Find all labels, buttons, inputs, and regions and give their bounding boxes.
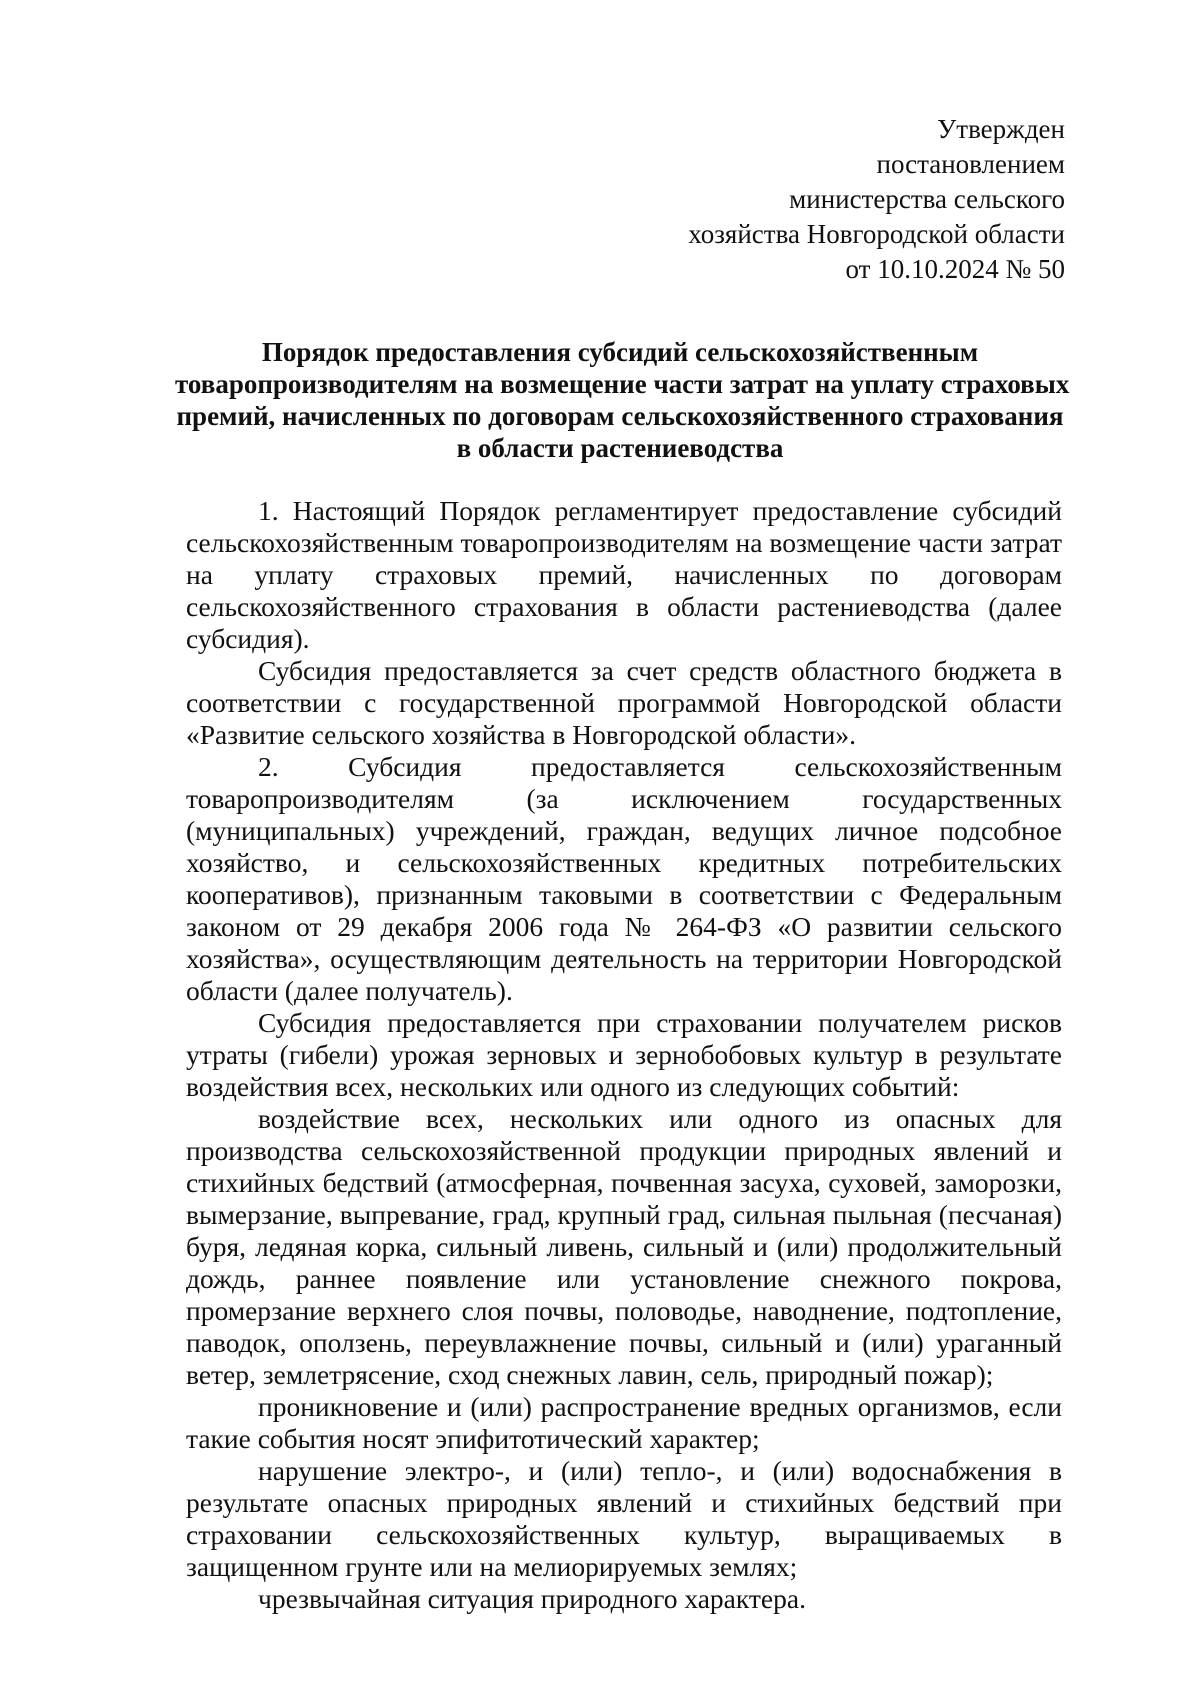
paragraph: 2. Субсидия предоставляется сельскохозяйственным товаропроизводителям (за исключением государственных (муниципальных) учреждений, граждан, ведущих личное подсобное хозяйство, и сельскохозяйственных кредитных потребительских кооперативов), признанным таковыми в соответствии с Федеральным законом от 29 декабря 2006 года № 264-ФЗ «О развитии сельского хозяйства», осуществляющим деятельность на территории Новгородской области (далее получатель).	[186, 751, 1062, 1006]
title-line: Порядок предоставления субсидий сельскохозяйственным	[261, 337, 979, 367]
paragraph: нарушение электро-, и (или) тепло-, и (или) водоснабжения в результате опасных природных явлений и стихийных бедствий при страховании сельскохозяйственных культур, выращиваемых в защищенном грунте или на мелиорируемых землях;	[186, 1455, 1062, 1582]
paragraph: проникновение и (или) распространение вредных организмов, если такие события носят эпифитотический характер;	[186, 1391, 1062, 1454]
approval-line: Утвержден	[937, 114, 1065, 144]
paragraph: чрезвычайная ситуация природного характера.	[258, 1583, 806, 1614]
approval-stamp-block	[688, 112, 1065, 287]
approval-date-number: от 10.10.2024 № 50	[845, 254, 1065, 284]
title-line: в области растениеводства	[456, 433, 784, 463]
approval-line: хозяйства Новгородской области	[688, 219, 1065, 249]
document-title	[175, 336, 1070, 464]
paragraph: Субсидия предоставляется за счет средств областного бюджета в соответствии с государственной программой Новгородской области «Развитие сельского хозяйства в Новгородской области».	[186, 655, 1062, 750]
paragraph: 1. Настоящий Порядок регламентирует предоставление субсидий сельскохозяйственным товаропроизводителям на возмещение части затрат на уплату страховых премий, начисленных по договорам сельскохозяйственного страхования в области растениеводства (далее субсидия).	[186, 495, 1062, 654]
title-line: премий, начисленных по договорам сельскохозяйственного страхования	[176, 401, 1064, 431]
approval-line: постановлением	[876, 149, 1065, 179]
approval-line: министерства сельского	[789, 184, 1065, 214]
title-line: товаропроизводителям на возмещение части затрат на уплату страховых	[175, 369, 1070, 399]
document-body	[186, 495, 1062, 1615]
paragraph: воздействие всех, нескольких или одного из опасных для производства сельскохозяйственной продукции природных явлений и стихийных бедствий (атмосферная, почвенная засуха, суховей, заморозки, вымерзание, выпревание, град, крупный град, сильная пыльная (песчаная) буря, ледяная корка, сильный ливень, сильный и (или) продолжительный дождь, раннее появление или установление снежного покрова, промерзание верхнего слоя почвы, половодье, наводнение, подтопление, паводок, оползень, переувлажнение почвы, сильный и (или) ураганный ветер, землетрясение, сход снежных лавин, сель, природный пожар);	[186, 1103, 1062, 1390]
paragraph: Субсидия предоставляется при страховании получателем рисков утраты (гибели) урожая зерновых и зернобобовых культур в результате воздействия всех, нескольких или одного из следующих событий:	[186, 1007, 1062, 1102]
